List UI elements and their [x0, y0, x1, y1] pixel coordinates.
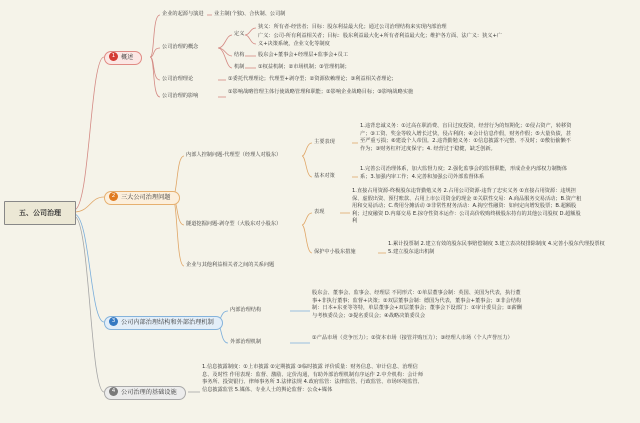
external-mechanism-detail: ①产品市场（竞争压力）；②资本市场（接管并购压力）；③经理人市场（个人声誉压力）: [312, 335, 513, 341]
link-root-s4: [74, 216, 104, 392]
section-number-badge: 2: [109, 192, 118, 201]
root-topic[interactable]: 五、公司治理: [4, 201, 76, 225]
topic-origin-detail: 业主制(个独)、合伙制、公司制: [214, 11, 286, 17]
topic-stakeholders[interactable]: 企业与其他利益相关者之间的关系问题: [186, 262, 275, 268]
link-root-s1: [74, 57, 104, 210]
link-root-s3: [74, 214, 104, 322]
section-4-node[interactable]: [104, 386, 186, 400]
section-title: 公司治理的基础设施: [121, 389, 177, 396]
countermeasures-detail: 1.完善公司治理体系，加大监督力度；2.强化监事会的监督职能，形成企业内部权力制衡体系；3.加强内审工作；4.完善和加强公司外部监督体系: [360, 166, 568, 180]
impact-detail: ①影响战略管理主体行使战略管理和职能；②影响企业战略目标；③影响战略实施: [228, 89, 414, 95]
section-number-badge: 3: [109, 317, 118, 326]
topic-minority-protection[interactable]: 保护中小股东措施: [314, 249, 356, 255]
topic-structure[interactable]: 结构: [234, 52, 245, 58]
topic-mechanism[interactable]: 机制: [234, 64, 245, 70]
topic-tunneling[interactable]: 隧道挖掘问题-剥夺型（大股东对小股东）: [186, 221, 282, 227]
section-title: 概述: [121, 54, 134, 61]
definition-narrow: 狭义：所有者-经营者；目标：股东利益最大化；通过公司治理结构来实现内部治理: [258, 24, 447, 30]
topic-theory[interactable]: 公司治理理论: [162, 76, 194, 82]
topic-insider-control[interactable]: 内部人控制问题-代理型（经理人对股东）: [186, 152, 282, 158]
structure-detail: 股东会+董事会+经理层+监事会+员工: [258, 52, 349, 58]
definition-broad: 广义：公司-所有利益相关者；目标：股东利益最大化+所有者利益最大化；维护各方面、法广义：狭义+广义+决策系统，企业文化等制度: [258, 33, 503, 47]
manifestation-detail: 1.违背忠诚义务：①过高在职消费、盲目过度投资，经营行为的短期化；②侵占资产，转移资产；③工资、奖金等收入增长过快，侵占利润；④会计信息作假，财务作假；⑤大量负债，甚至严重亏损；⑥建设个人帝国。2.违背勤勉义务：①信息披露不完整、不及时；②敷衍偷懒不作为；③财务杠杆过度保守；4. 经营过于稳健，缺乏创新。: [360, 123, 572, 152]
topic-basic-countermeasures[interactable]: 基本对策: [314, 173, 335, 179]
infrastructure-detail: 1.信息披露制度：①上市披露 ②定期披露 ③临时披露 评价质量：财务信息、审计信息、治理信息、及时性 作用表现：监督、激励、定价沟通，有助外部治理机制有序运作 2.中介机构：会计师事务所、投资银行、律师事务所 3.法律法规 4.政府监管：法律监管、行政监管、市场环境监管、信息披露监管 5.媒体、专业人士的舆论监督：公众+媒体: [202, 364, 423, 393]
mechanism-detail: ①权益机制；②市场机制；③管理机制；: [258, 64, 350, 70]
topic-concept[interactable]: 公司治理的概念: [162, 44, 199, 50]
topic-definition[interactable]: 定义: [234, 31, 245, 37]
theory-detail: ①委托代理理论；代理型+剥夺型；②资源依赖理论；③利益相关者理论；: [228, 76, 397, 82]
section-title: 公司内部治理结构和外部治理机制: [121, 319, 214, 326]
internal-structure-detail: 股东会、董事会、监事会、经理层 不同形式：①单层董事会制：英国、美国为代表，执行董事+非执行董事；监督+决策；②双层董事会制：德国为代表，董事会+董事会；③非会结构制：日本+东亚等等特，单层董事会+双层董事会；董事会下设部门：①审计委员会；②薪酬与考核委员会；③提名委员会；④战略决策委员会: [312, 290, 522, 319]
section-number-badge: 1: [109, 52, 118, 61]
tunneling-detail: 1.直接占用资源-终极股东违背勤勉义务 2.占用公司资源-违背了忠实义务 ①直接占用资源：违规担保、虚假出资、预付账款、占用上市公司资金的现金 ②关联性交易：A.商品服务交易活动；B.资产租用和交易活动；C.费用分摊活动 ③非常性财务活动：A.掏空性融资：如何定向增发股票；B.超额股利；过度融资 D.内幕交易 E.掠夺性资本运作：公司高价收购终极股东持有的其他公司股权 D.超额股利: [352, 188, 582, 225]
topic-tunneling-manifestation[interactable]: 表现: [314, 209, 325, 215]
topic-external-mechanism[interactable]: 外部治理机制: [230, 339, 262, 345]
section-number-badge: 4: [109, 387, 118, 396]
section-1-node[interactable]: [104, 51, 142, 65]
section-3-node[interactable]: [104, 316, 223, 330]
minority-protection-detail: 1.累计投票制 2.建立有效的股东民事赔偿制度 3.建立表决权排除制度 4.完善小股东代理投票权 5.建立股东退出机制: [388, 241, 605, 255]
topic-internal-structure[interactable]: 内部治理结构: [230, 307, 262, 313]
topic-origin[interactable]: 企业的起源与演进: [162, 11, 204, 17]
topic-main-manifestation[interactable]: 主要表现: [314, 139, 335, 145]
section-2-node[interactable]: [104, 191, 180, 205]
section-title: 三大公司治理问题: [121, 194, 171, 201]
topic-impact[interactable]: 公司治理的影响: [162, 93, 199, 99]
